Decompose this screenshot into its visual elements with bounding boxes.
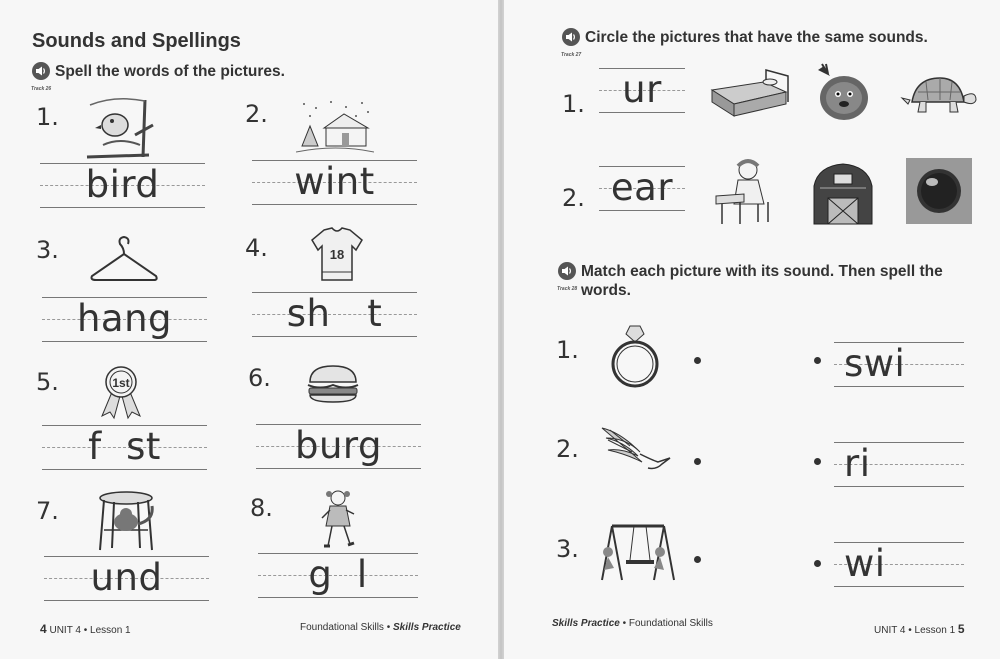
word-line[interactable] <box>44 556 209 600</box>
word-line[interactable] <box>834 542 964 586</box>
page-title: Sounds and Spellings <box>32 30 241 52</box>
audio-track-label: Track 28 <box>557 286 578 292</box>
bed-icon[interactable] <box>708 62 790 118</box>
row-number: 2. <box>562 184 585 212</box>
audio-track-label: Track 26 <box>31 86 52 92</box>
word-line[interactable] <box>42 425 207 469</box>
item-number: 8. <box>250 494 273 522</box>
word-text: ur <box>622 68 662 111</box>
word-line[interactable] <box>40 163 205 207</box>
word-text: und <box>90 556 163 599</box>
word-text: g l <box>308 553 368 596</box>
cat-under-stool-icon <box>96 490 158 552</box>
instruction-circle <box>562 28 928 58</box>
word-text: ri <box>844 442 871 485</box>
audio-track-label: Track 27 <box>561 52 582 58</box>
teacher-icon[interactable] <box>714 156 774 226</box>
audio-track-icon[interactable] <box>558 262 577 292</box>
match-dot-picture[interactable] <box>694 556 701 563</box>
word-text: wint <box>294 160 375 203</box>
word-text: burg <box>295 424 382 467</box>
footer-right <box>874 622 965 636</box>
footer-left <box>40 622 131 636</box>
word-line[interactable] <box>42 297 207 341</box>
winter-house-icon <box>296 98 374 156</box>
item-number: 4. <box>245 234 268 262</box>
word-text: wi <box>844 542 886 585</box>
instruction-text: Spell the words of the pictures. <box>55 63 285 80</box>
footer-left <box>552 618 713 629</box>
word-text: ear <box>610 166 674 209</box>
word-text: swi <box>844 342 906 385</box>
row-number: 1. <box>556 336 579 364</box>
row-number: 3. <box>556 535 579 563</box>
fur-dog-icon[interactable] <box>814 62 874 124</box>
footer-unit: UNIT 4 • Lesson 1 <box>874 625 956 636</box>
word-text: hang <box>76 297 173 340</box>
item-number: 5. <box>36 368 59 396</box>
word-line[interactable] <box>256 424 421 468</box>
footer-unit: UNIT 4 • Lesson 1 <box>49 625 131 636</box>
wing-icon[interactable] <box>600 424 672 476</box>
footer-plain: • Foundational Skills <box>619 618 713 629</box>
item-number: 6. <box>248 364 271 392</box>
instruction-match <box>558 262 968 300</box>
page-number: 4 <box>40 622 47 636</box>
audio-track-icon[interactable] <box>562 28 581 58</box>
match-dot-word[interactable] <box>814 560 821 567</box>
word-text: sh t <box>286 292 383 335</box>
row-number: 1. <box>562 90 585 118</box>
turtle-icon[interactable] <box>898 72 978 116</box>
match-dot-word[interactable] <box>814 357 821 364</box>
match-dot-picture[interactable] <box>694 458 701 465</box>
jersey-number: 18 <box>329 247 345 262</box>
word-text: f st <box>88 425 161 468</box>
word-line[interactable] <box>599 68 685 112</box>
footer-italic: Skills Practice <box>552 618 620 629</box>
footer-italic: Skills Practice <box>393 622 461 633</box>
match-dot-word[interactable] <box>814 458 821 465</box>
right-page <box>504 0 1000 659</box>
match-dot-picture[interactable] <box>694 357 701 364</box>
audio-track-icon[interactable] <box>32 62 51 92</box>
footer-right <box>300 622 461 633</box>
word-line[interactable] <box>252 160 417 204</box>
ring-icon[interactable] <box>608 322 662 390</box>
word-text: bird <box>85 163 160 206</box>
burger-icon <box>306 364 360 404</box>
pearl-icon[interactable] <box>906 158 972 224</box>
barn-icon[interactable] <box>810 160 876 226</box>
word-line[interactable] <box>258 553 418 597</box>
word-line[interactable] <box>252 292 417 336</box>
bird-in-nest-icon <box>85 95 155 160</box>
instruction-spell <box>32 62 285 92</box>
word-line[interactable] <box>834 342 964 386</box>
swing-icon[interactable] <box>594 522 678 582</box>
hanger-icon <box>88 234 160 286</box>
word-line[interactable] <box>599 166 685 210</box>
jersey-icon <box>310 226 364 282</box>
item-number: 1. <box>36 103 59 131</box>
instruction-text: Match each picture with its sound. Then spell the words. <box>581 263 943 299</box>
ribbon-text: 1st <box>112 376 130 390</box>
word-line[interactable] <box>834 442 964 486</box>
left-page <box>0 0 498 659</box>
footer-plain: Foundational Skills • <box>300 622 393 633</box>
row-number: 2. <box>556 435 579 463</box>
girl-icon <box>318 488 358 552</box>
instruction-text: Circle the pictures that have the same sounds. <box>585 29 928 46</box>
page-number: 5 <box>957 622 965 636</box>
item-number: 7. <box>36 497 59 525</box>
first-ribbon-icon <box>96 364 146 420</box>
item-number: 3. <box>36 236 59 264</box>
item-number: 2. <box>245 100 268 128</box>
